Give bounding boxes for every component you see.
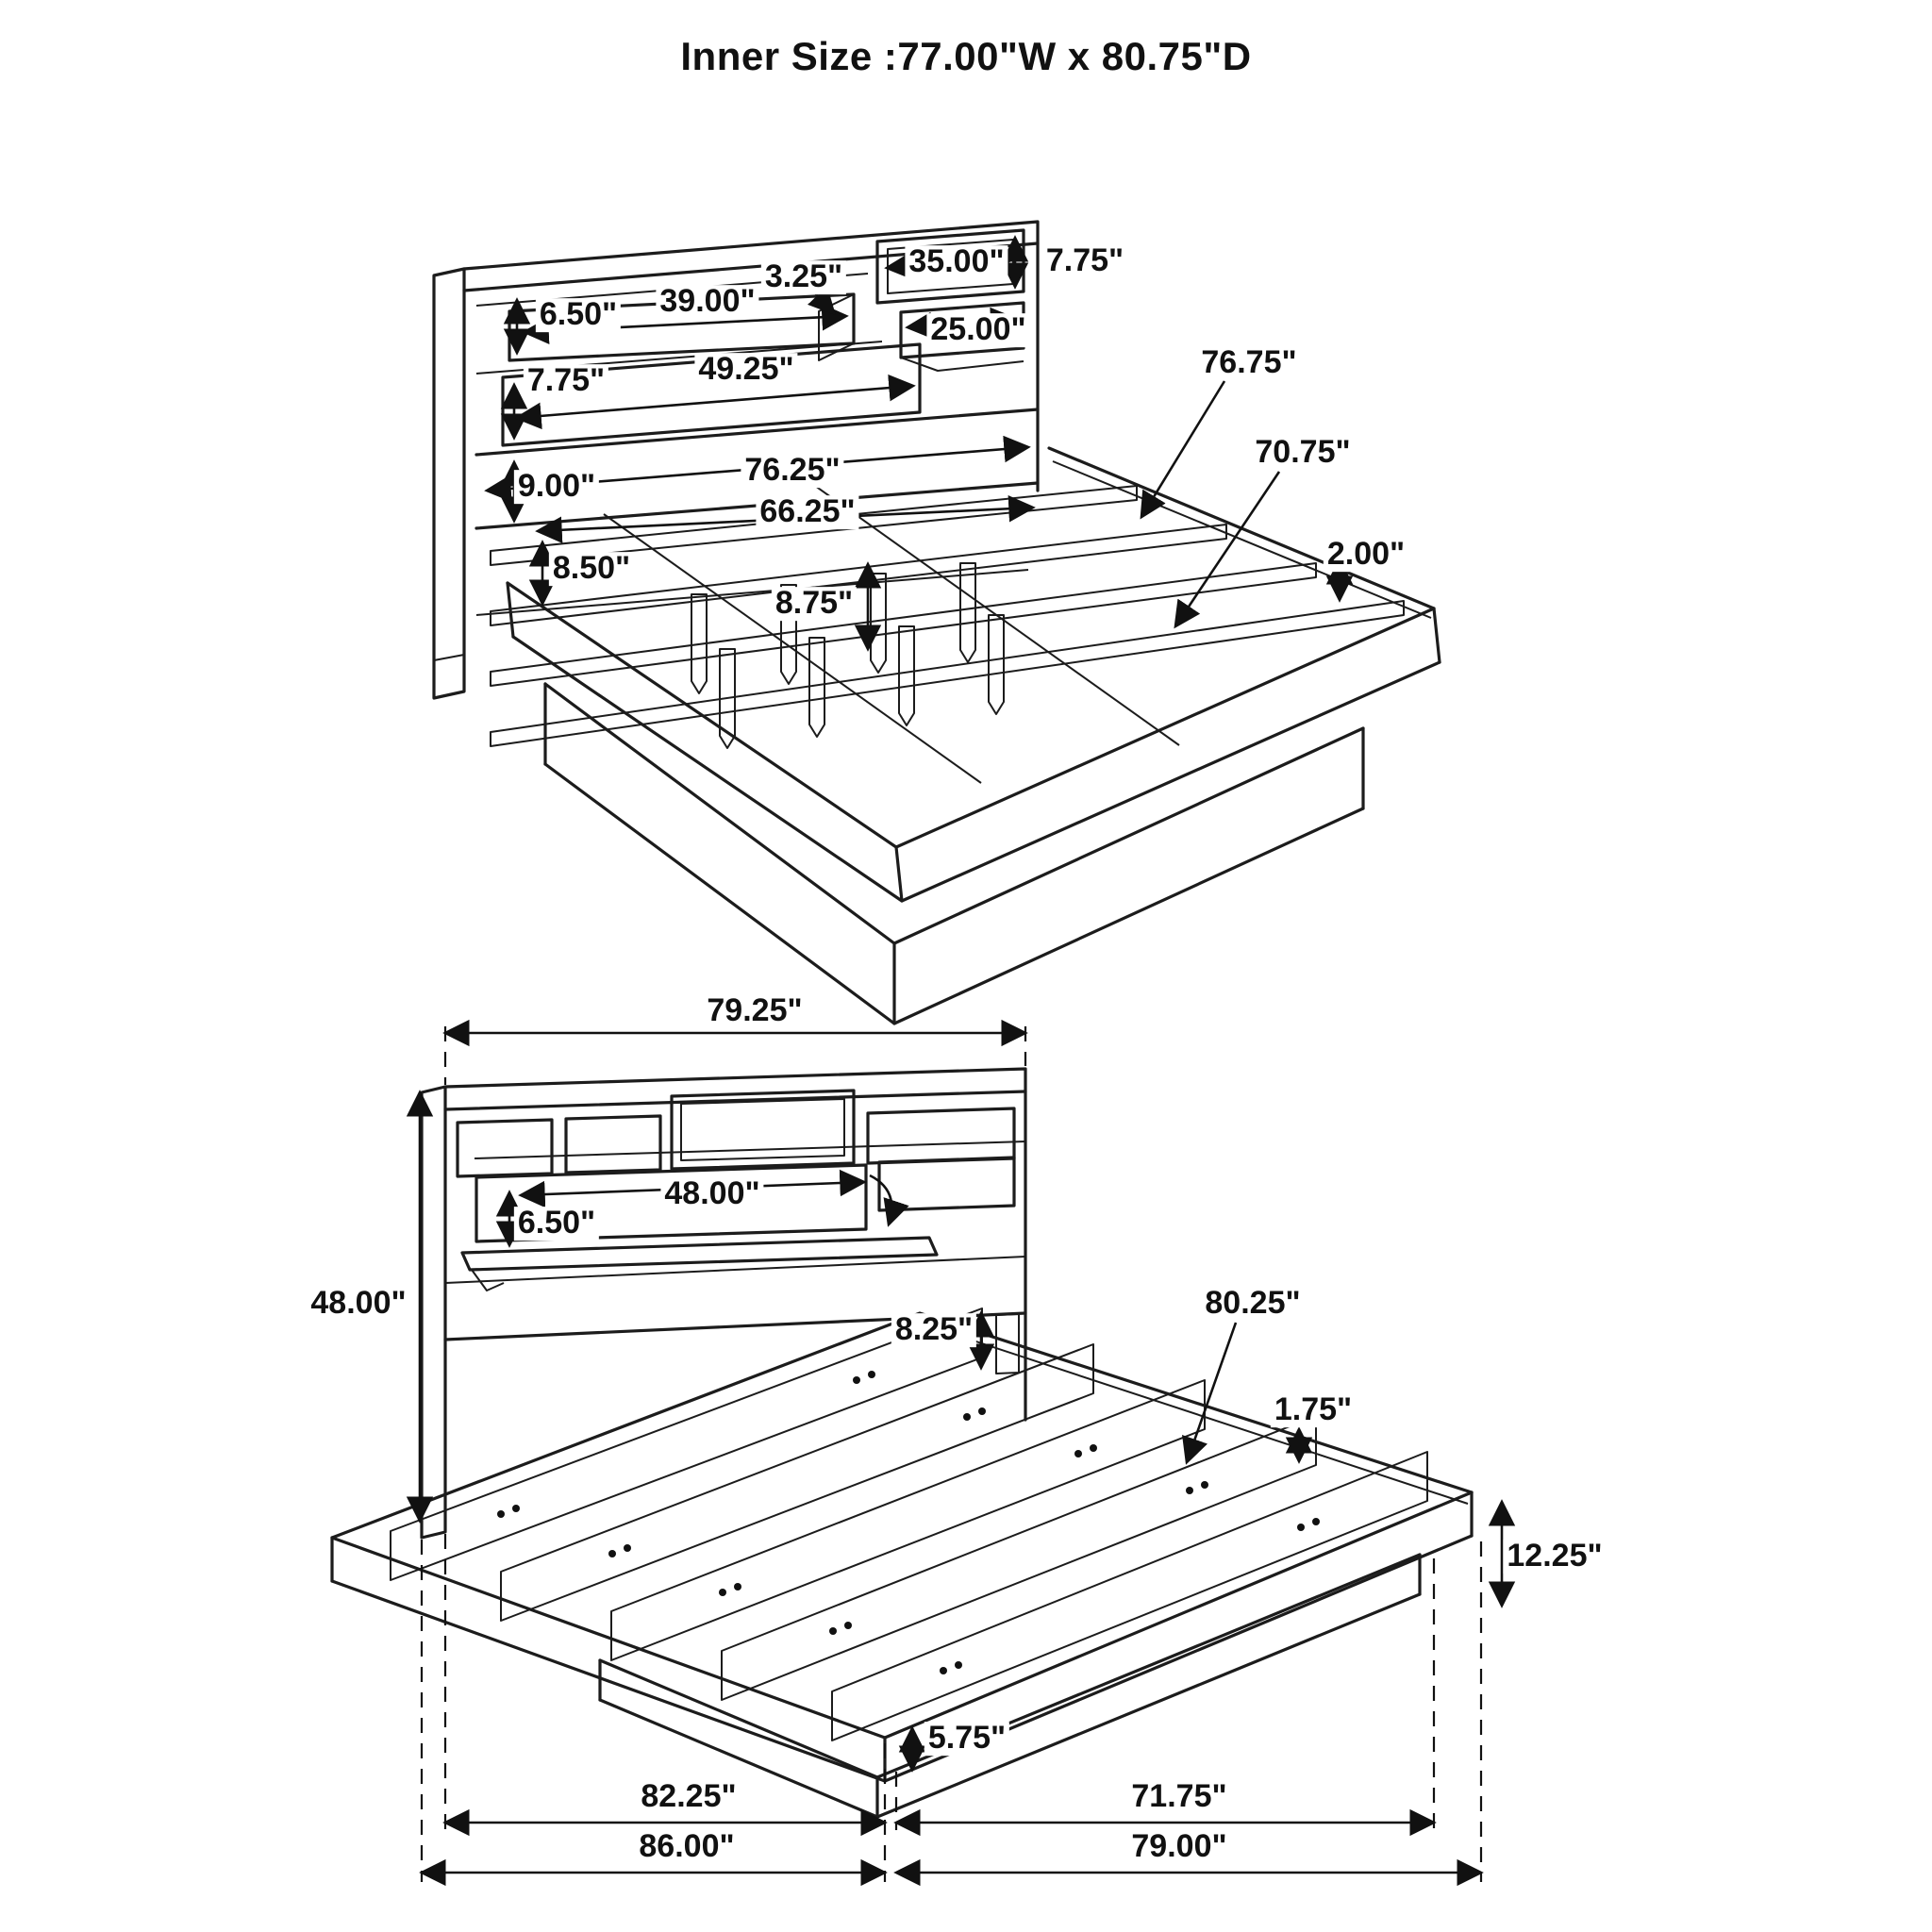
- bottom-dim-825: 8.25": [891, 1313, 976, 1347]
- top-dim-3500: 35.00": [905, 245, 1008, 279]
- bottom-dim-175: 1.75": [1271, 1393, 1356, 1427]
- top-dim-4925: 49.25": [694, 353, 797, 387]
- top-dim-3900: 39.00": [656, 285, 758, 319]
- bottom-view-drawing: [332, 1026, 1502, 1882]
- page-title: Inner Size :77.00"W x 80.75"D: [680, 34, 1252, 78]
- top-dim-875: 8.75": [772, 587, 857, 621]
- bottom-dim-4800-height: 48.00": [307, 1287, 409, 1321]
- top-dim-6625: 66.25": [756, 495, 858, 529]
- top-dim-2500: 25.00": [926, 313, 1029, 347]
- top-dim-775-right: 7.75": [1042, 244, 1127, 278]
- bottom-dim-7925: 79.25": [703, 994, 806, 1028]
- bottom-dim-650: 6.50": [514, 1207, 599, 1241]
- platform-slat-deck: [332, 1308, 1472, 1817]
- bottom-dim-7900: 79.00": [1127, 1830, 1230, 1864]
- top-dim-7675: 76.75": [1197, 346, 1300, 380]
- top-dim-850: 8.50": [549, 552, 634, 586]
- top-dim-900: 9.00": [514, 470, 599, 504]
- bottom-dim-4800-shelf: 48.00": [660, 1177, 763, 1211]
- top-dim-325: 3.25": [761, 260, 846, 294]
- bottom-dim-575: 5.75": [924, 1722, 1009, 1756]
- top-dim-7075: 70.75": [1251, 436, 1354, 470]
- top-dim-7625: 76.25": [741, 454, 843, 488]
- bottom-dim-7175: 71.75": [1127, 1780, 1230, 1814]
- top-dim-650: 6.50": [536, 298, 621, 332]
- top-dim-775-left: 7.75": [524, 364, 608, 398]
- top-dim-200: 2.00": [1324, 538, 1408, 572]
- bottom-dim-1225: 12.25": [1503, 1540, 1606, 1574]
- bottom-dim-8225: 82.25": [637, 1780, 740, 1814]
- bottom-dim-8025: 80.25": [1201, 1287, 1304, 1321]
- slat-support-rails: [491, 476, 1404, 783]
- bottom-dim-8600: 86.00": [635, 1830, 738, 1864]
